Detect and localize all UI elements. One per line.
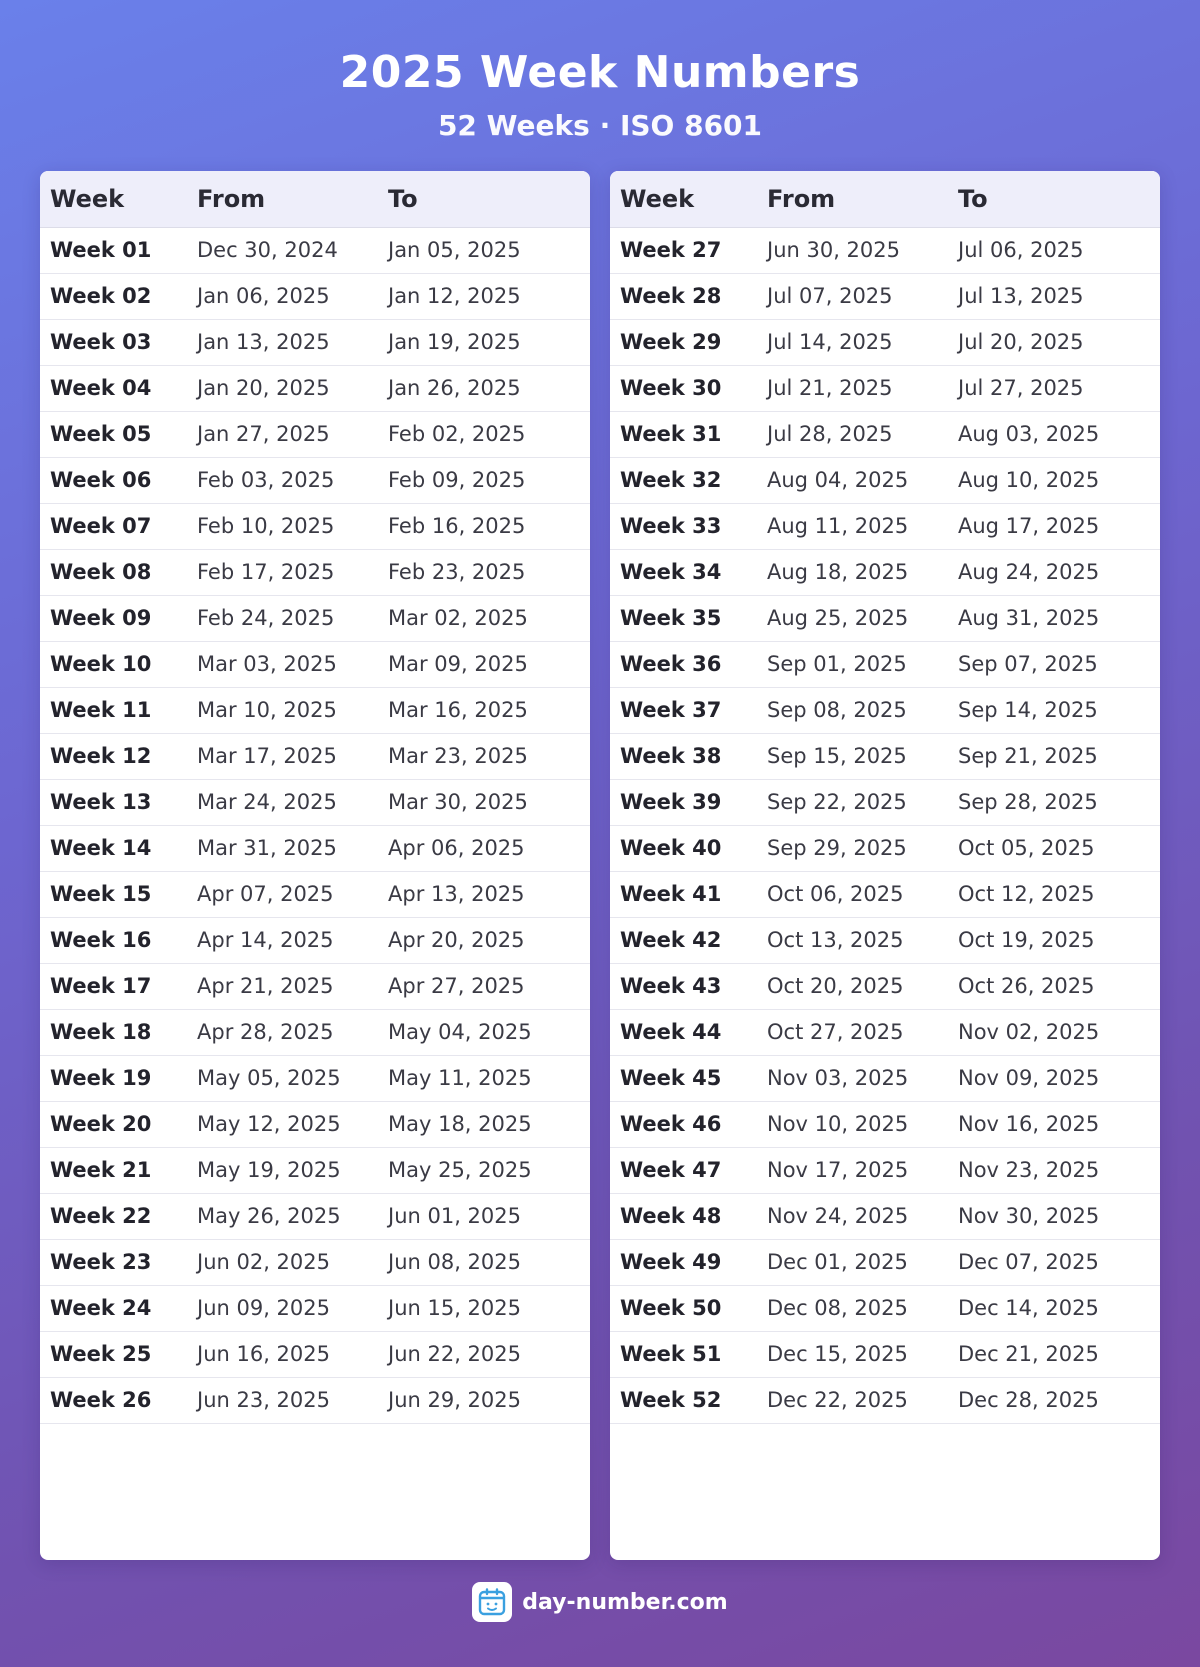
table-row [40, 273, 590, 319]
from-date-cell: Dec 22, 2025 [757, 1377, 948, 1423]
table-row [40, 1101, 590, 1147]
to-date-cell: Aug 17, 2025 [948, 503, 1160, 549]
to-date-cell: Mar 16, 2025 [378, 687, 590, 733]
week-number-cell: Week 45 [610, 1055, 757, 1101]
to-date-cell: May 18, 2025 [378, 1101, 590, 1147]
from-date-cell: Apr 07, 2025 [187, 871, 378, 917]
from-date-cell: Dec 08, 2025 [757, 1285, 948, 1331]
table-row [40, 549, 590, 595]
from-date-cell: Feb 03, 2025 [187, 457, 378, 503]
from-date-cell: Feb 24, 2025 [187, 595, 378, 641]
from-date-cell: Aug 04, 2025 [757, 457, 948, 503]
page-subtitle: 52 Weeks · ISO 8601 [437, 109, 763, 142]
week-number-cell: Week 09 [40, 595, 187, 641]
from-date-cell: Sep 29, 2025 [757, 825, 948, 871]
week-number-cell: Week 33 [610, 503, 757, 549]
week-number-cell: Week 27 [610, 227, 757, 273]
to-date-cell: Apr 27, 2025 [378, 963, 590, 1009]
to-date-cell: Jul 13, 2025 [948, 273, 1160, 319]
weeks-table [40, 171, 590, 1424]
column-header-week: Week [40, 171, 187, 227]
weeks-table-panel-second-half [610, 171, 1160, 1560]
from-date-cell: Mar 10, 2025 [187, 687, 378, 733]
to-date-cell: Jun 29, 2025 [378, 1377, 590, 1423]
to-date-cell: Feb 23, 2025 [378, 549, 590, 595]
week-number-cell: Week 50 [610, 1285, 757, 1331]
column-header-week: Week [610, 171, 757, 227]
to-date-cell: Dec 21, 2025 [948, 1331, 1160, 1377]
week-number-cell: Week 51 [610, 1331, 757, 1377]
week-number-cell: Week 10 [40, 641, 187, 687]
week-number-cell: Week 16 [40, 917, 187, 963]
table-row [610, 227, 1160, 273]
table-row [610, 1377, 1160, 1423]
to-date-cell: Mar 30, 2025 [378, 779, 590, 825]
from-date-cell: Jan 20, 2025 [187, 365, 378, 411]
table-row [40, 1147, 590, 1193]
week-number-cell: Week 23 [40, 1239, 187, 1285]
to-date-cell: Jan 19, 2025 [378, 319, 590, 365]
footer [0, 1580, 1200, 1624]
table-row [40, 641, 590, 687]
weeks-table [610, 171, 1160, 1424]
from-date-cell: Feb 17, 2025 [187, 549, 378, 595]
from-date-cell: Jan 13, 2025 [187, 319, 378, 365]
column-header-from: From [187, 171, 378, 227]
calendar-face-icon-graphic [477, 1587, 507, 1617]
week-number-cell: Week 04 [40, 365, 187, 411]
week-number-cell: Week 06 [40, 457, 187, 503]
to-date-cell: Sep 07, 2025 [948, 641, 1160, 687]
to-date-cell: Nov 02, 2025 [948, 1009, 1160, 1055]
week-number-cell: Week 49 [610, 1239, 757, 1285]
to-date-cell: Feb 02, 2025 [378, 411, 590, 457]
week-number-cell: Week 47 [610, 1147, 757, 1193]
from-date-cell: Jun 23, 2025 [187, 1377, 378, 1423]
to-date-cell: Sep 14, 2025 [948, 687, 1160, 733]
to-date-cell: Apr 13, 2025 [378, 871, 590, 917]
to-date-cell: Aug 24, 2025 [948, 549, 1160, 595]
to-date-cell: May 11, 2025 [378, 1055, 590, 1101]
to-date-cell: Jun 08, 2025 [378, 1239, 590, 1285]
from-date-cell: Apr 21, 2025 [187, 963, 378, 1009]
table-row [40, 319, 590, 365]
to-date-cell: Jun 22, 2025 [378, 1331, 590, 1377]
to-date-cell: Nov 30, 2025 [948, 1193, 1160, 1239]
from-date-cell: Jul 07, 2025 [757, 273, 948, 319]
table-row [40, 1331, 590, 1377]
table-row [40, 1285, 590, 1331]
week-number-cell: Week 26 [40, 1377, 187, 1423]
from-date-cell: Jul 21, 2025 [757, 365, 948, 411]
from-date-cell: Jan 06, 2025 [187, 273, 378, 319]
table-row [40, 1239, 590, 1285]
week-number-cell: Week 22 [40, 1193, 187, 1239]
to-date-cell: Jun 15, 2025 [378, 1285, 590, 1331]
to-date-cell: Sep 28, 2025 [948, 779, 1160, 825]
from-date-cell: Mar 24, 2025 [187, 779, 378, 825]
from-date-cell: Sep 08, 2025 [757, 687, 948, 733]
to-date-cell: Oct 26, 2025 [948, 963, 1160, 1009]
from-date-cell: Oct 20, 2025 [757, 963, 948, 1009]
week-number-cell: Week 41 [610, 871, 757, 917]
from-date-cell: Jul 14, 2025 [757, 319, 948, 365]
table-row [610, 733, 1160, 779]
weeks-table-body [610, 227, 1160, 1423]
table-row [610, 963, 1160, 1009]
week-number-cell: Week 36 [610, 641, 757, 687]
table-header-row [610, 171, 1160, 227]
week-number-cell: Week 01 [40, 227, 187, 273]
week-number-cell: Week 42 [610, 917, 757, 963]
to-date-cell: Mar 02, 2025 [378, 595, 590, 641]
to-date-cell: Aug 03, 2025 [948, 411, 1160, 457]
to-date-cell: Jul 20, 2025 [948, 319, 1160, 365]
to-date-cell: Jul 06, 2025 [948, 227, 1160, 273]
table-row [610, 411, 1160, 457]
table-row [610, 641, 1160, 687]
from-date-cell: Jul 28, 2025 [757, 411, 948, 457]
week-number-cell: Week 38 [610, 733, 757, 779]
week-number-cell: Week 44 [610, 1009, 757, 1055]
week-number-cell: Week 30 [610, 365, 757, 411]
table-row [610, 549, 1160, 595]
table-row [40, 503, 590, 549]
from-date-cell: Sep 22, 2025 [757, 779, 948, 825]
from-date-cell: Mar 17, 2025 [187, 733, 378, 779]
to-date-cell: Aug 31, 2025 [948, 595, 1160, 641]
week-number-cell: Week 02 [40, 273, 187, 319]
to-date-cell: Jul 27, 2025 [948, 365, 1160, 411]
from-date-cell: May 19, 2025 [187, 1147, 378, 1193]
table-row [610, 1101, 1160, 1147]
table-row [40, 457, 590, 503]
table-row [610, 503, 1160, 549]
table-row [40, 227, 590, 273]
from-date-cell: Mar 03, 2025 [187, 641, 378, 687]
week-number-cell: Week 31 [610, 411, 757, 457]
from-date-cell: Nov 24, 2025 [757, 1193, 948, 1239]
to-date-cell: May 25, 2025 [378, 1147, 590, 1193]
to-date-cell: Feb 16, 2025 [378, 503, 590, 549]
week-number-cell: Week 20 [40, 1101, 187, 1147]
table-row [40, 963, 590, 1009]
column-header-to: To [948, 171, 1160, 227]
week-number-cell: Week 17 [40, 963, 187, 1009]
week-number-cell: Week 40 [610, 825, 757, 871]
from-date-cell: Aug 11, 2025 [757, 503, 948, 549]
week-number-cell: Week 24 [40, 1285, 187, 1331]
to-date-cell: Jan 12, 2025 [378, 273, 590, 319]
from-date-cell: May 05, 2025 [187, 1055, 378, 1101]
to-date-cell: Mar 23, 2025 [378, 733, 590, 779]
week-number-cell: Week 05 [40, 411, 187, 457]
table-row [40, 779, 590, 825]
week-number-cell: Week 15 [40, 871, 187, 917]
from-date-cell: Jun 09, 2025 [187, 1285, 378, 1331]
week-number-cell: Week 35 [610, 595, 757, 641]
to-date-cell: Dec 07, 2025 [948, 1239, 1160, 1285]
table-row [610, 1147, 1160, 1193]
week-number-cell: Week 03 [40, 319, 187, 365]
from-date-cell: Jan 27, 2025 [187, 411, 378, 457]
table-row [610, 825, 1160, 871]
week-number-cell: Week 12 [40, 733, 187, 779]
to-date-cell: Oct 12, 2025 [948, 871, 1160, 917]
week-number-cell: Week 43 [610, 963, 757, 1009]
to-date-cell: Jan 05, 2025 [378, 227, 590, 273]
from-date-cell: Dec 30, 2024 [187, 227, 378, 273]
week-number-cell: Week 25 [40, 1331, 187, 1377]
from-date-cell: May 12, 2025 [187, 1101, 378, 1147]
to-date-cell: Apr 06, 2025 [378, 825, 590, 871]
to-date-cell: May 04, 2025 [378, 1009, 590, 1055]
table-row [40, 1055, 590, 1101]
from-date-cell: Aug 18, 2025 [757, 549, 948, 595]
to-date-cell: Nov 16, 2025 [948, 1101, 1160, 1147]
week-number-cell: Week 13 [40, 779, 187, 825]
to-date-cell: Nov 23, 2025 [948, 1147, 1160, 1193]
table-row [610, 779, 1160, 825]
from-date-cell: Oct 13, 2025 [757, 917, 948, 963]
from-date-cell: Nov 03, 2025 [757, 1055, 948, 1101]
table-row [610, 1193, 1160, 1239]
table-row [40, 825, 590, 871]
table-row [40, 917, 590, 963]
table-row [40, 595, 590, 641]
table-row [610, 1009, 1160, 1055]
to-date-cell: Mar 09, 2025 [378, 641, 590, 687]
from-date-cell: Jun 30, 2025 [757, 227, 948, 273]
to-date-cell: Jun 01, 2025 [378, 1193, 590, 1239]
from-date-cell: Dec 01, 2025 [757, 1239, 948, 1285]
to-date-cell: Jan 26, 2025 [378, 365, 590, 411]
table-row [40, 1377, 590, 1423]
from-date-cell: Sep 01, 2025 [757, 641, 948, 687]
week-number-cell: Week 11 [40, 687, 187, 733]
from-date-cell: Apr 28, 2025 [187, 1009, 378, 1055]
week-number-cell: Week 08 [40, 549, 187, 595]
from-date-cell: Sep 15, 2025 [757, 733, 948, 779]
to-date-cell: Apr 20, 2025 [378, 917, 590, 963]
from-date-cell: Jun 02, 2025 [187, 1239, 378, 1285]
from-date-cell: May 26, 2025 [187, 1193, 378, 1239]
from-date-cell: Oct 06, 2025 [757, 871, 948, 917]
to-date-cell: Aug 10, 2025 [948, 457, 1160, 503]
table-row [40, 1009, 590, 1055]
from-date-cell: Oct 27, 2025 [757, 1009, 948, 1055]
calendar-face-icon [472, 1582, 512, 1622]
to-date-cell: Oct 19, 2025 [948, 917, 1160, 963]
table-row [40, 365, 590, 411]
week-number-cell: Week 28 [610, 273, 757, 319]
from-date-cell: Nov 10, 2025 [757, 1101, 948, 1147]
from-date-cell: Jun 16, 2025 [187, 1331, 378, 1377]
from-date-cell: Mar 31, 2025 [187, 825, 378, 871]
column-header-from: From [757, 171, 948, 227]
table-row [610, 687, 1160, 733]
week-number-cell: Week 21 [40, 1147, 187, 1193]
table-row [610, 1331, 1160, 1377]
from-date-cell: Feb 10, 2025 [187, 503, 378, 549]
table-row [610, 917, 1160, 963]
site-name: day-number.com [522, 1589, 728, 1615]
to-date-cell: Nov 09, 2025 [948, 1055, 1160, 1101]
week-number-cell: Week 29 [610, 319, 757, 365]
to-date-cell: Feb 09, 2025 [378, 457, 590, 503]
week-number-cell: Week 48 [610, 1193, 757, 1239]
to-date-cell: Oct 05, 2025 [948, 825, 1160, 871]
table-header-row [40, 171, 590, 227]
week-number-cell: Week 32 [610, 457, 757, 503]
week-number-cell: Week 37 [610, 687, 757, 733]
to-date-cell: Dec 28, 2025 [948, 1377, 1160, 1423]
week-number-cell: Week 18 [40, 1009, 187, 1055]
week-number-cell: Week 52 [610, 1377, 757, 1423]
table-row [40, 871, 590, 917]
from-date-cell: Apr 14, 2025 [187, 917, 378, 963]
to-date-cell: Dec 14, 2025 [948, 1285, 1160, 1331]
from-date-cell: Aug 25, 2025 [757, 595, 948, 641]
week-number-cell: Week 07 [40, 503, 187, 549]
week-number-cell: Week 46 [610, 1101, 757, 1147]
weeks-table-body [40, 227, 590, 1423]
weeks-table-panel-first-half [40, 171, 590, 1560]
to-date-cell: Sep 21, 2025 [948, 733, 1160, 779]
page-title: 2025 Week Numbers [339, 47, 861, 98]
week-number-cell: Week 19 [40, 1055, 187, 1101]
table-row [40, 733, 590, 779]
week-number-cell: Week 14 [40, 825, 187, 871]
table-row [610, 457, 1160, 503]
table-row [40, 1193, 590, 1239]
table-row [610, 1285, 1160, 1331]
table-row [610, 319, 1160, 365]
table-row [610, 365, 1160, 411]
column-header-to: To [378, 171, 590, 227]
from-date-cell: Nov 17, 2025 [757, 1147, 948, 1193]
week-number-cell: Week 39 [610, 779, 757, 825]
table-row [610, 1055, 1160, 1101]
table-row [610, 871, 1160, 917]
week-number-cell: Week 34 [610, 549, 757, 595]
from-date-cell: Dec 15, 2025 [757, 1331, 948, 1377]
table-row [40, 687, 590, 733]
table-row [40, 411, 590, 457]
table-row [610, 1239, 1160, 1285]
table-row [610, 595, 1160, 641]
table-row [610, 273, 1160, 319]
